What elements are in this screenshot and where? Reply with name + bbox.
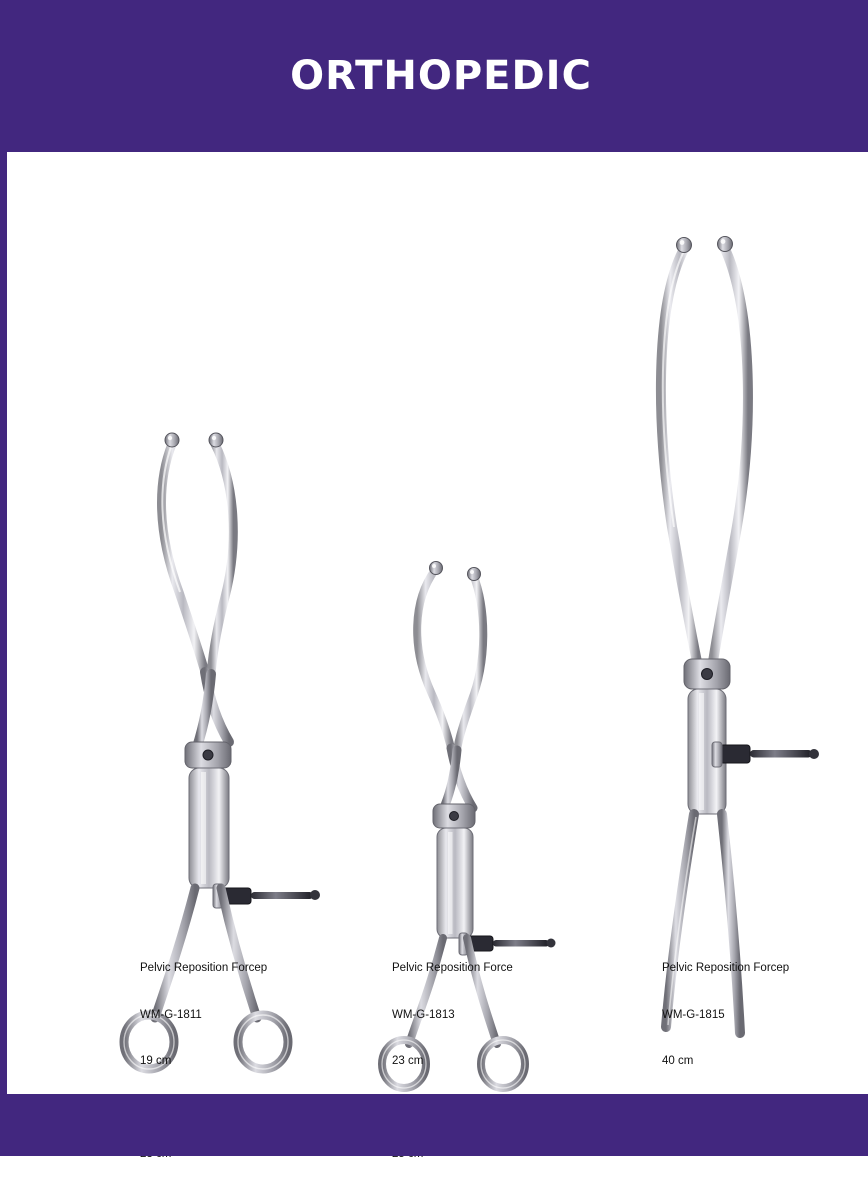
product-code-2a: WM-G-1813 — [392, 1008, 455, 1021]
product-name-3: Pelvic Reposition Forcep — [662, 962, 790, 974]
page-content — [7, 152, 868, 1094]
product-size-3a: 40 cm — [662, 1055, 694, 1067]
product-caption-3 — [662, 930, 789, 1101]
product-size-1a: 19 cm — [140, 1055, 172, 1067]
product-name-2: Pelvic Reposition Force — [392, 962, 513, 974]
product-code-3a: WM-G-1815 — [662, 1008, 725, 1021]
product-size-2a: 23 cm — [392, 1055, 424, 1067]
page-title: ORTHOPEDIC — [290, 53, 592, 99]
product-name-1: Pelvic Reposition Forcep — [140, 962, 268, 974]
page-footer — [7, 1094, 868, 1156]
product-code-1a: WM-G-1811 — [140, 1008, 202, 1021]
page-header — [7, 0, 868, 152]
